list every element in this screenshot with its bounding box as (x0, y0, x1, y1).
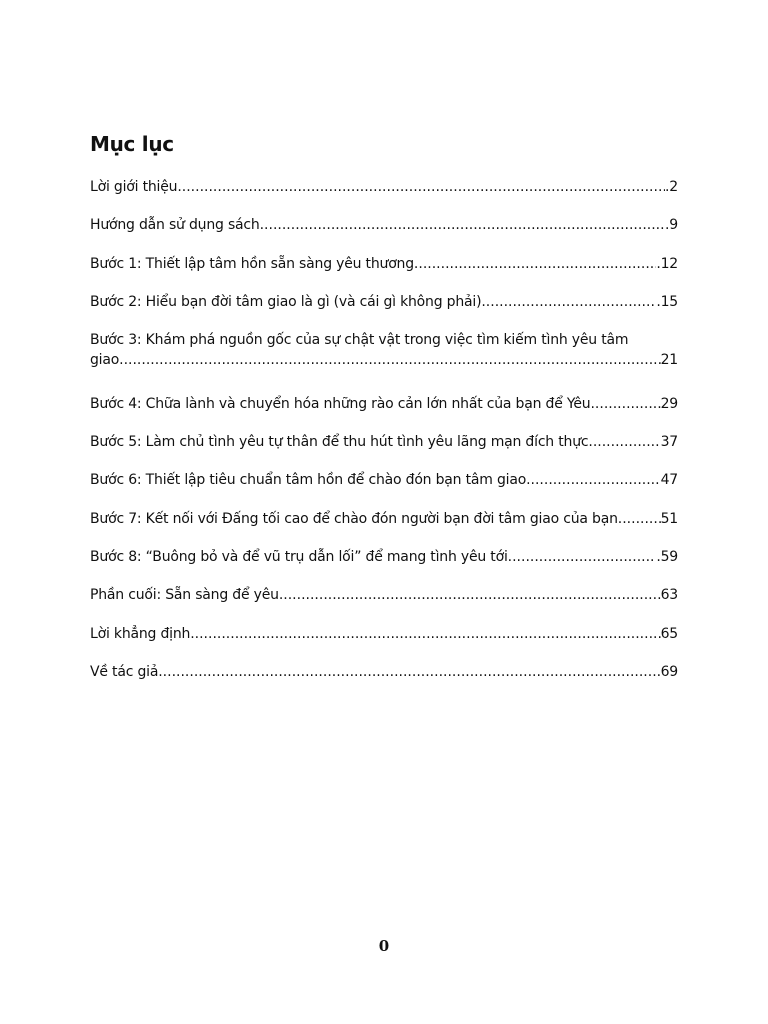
toc-entry-label: Bước 1: Thiết lập tâm hồn sẵn sàng yêu thương (90, 256, 414, 272)
toc-entry (90, 662, 678, 682)
toc-entry-label: Bước 6: Thiết lập tiêu chuẩn tâm hồn để chào đón bạn tâm giao (90, 472, 527, 488)
toc-entry-label: Về tác giả (90, 664, 159, 680)
dot-leader (260, 215, 665, 235)
toc-entry-page: 47 (660, 472, 678, 488)
dot-leader (508, 547, 657, 567)
toc-entry (90, 394, 678, 414)
toc-entry-page: 51 (660, 511, 678, 527)
toc-entry-label: Bước 5: Làm chủ tình yêu tự thân để thu hút tình yêu lãng mạn đích thực (90, 434, 589, 450)
toc-entry-page: 65 (660, 626, 678, 642)
toc-entry-page: .15 (656, 294, 678, 310)
toc-entry-label: Bước 7: Kết nối với Đấng tối cao để chào đón người bạn đời tâm giao của bạn (90, 511, 618, 527)
toc-entry-page: .59 (656, 549, 678, 565)
toc-entry-page: 37 (660, 434, 678, 450)
toc-entry (90, 330, 678, 370)
toc-entry-label: Lời giới thiệu (90, 179, 178, 195)
toc-entry-page: .9 (665, 217, 678, 233)
toc-entry-label: Bước 3: Khám phá nguồn gốc của sự chật vật trong việc tìm kiếm tình yêu tâm (90, 332, 629, 348)
toc-entry-label: Hướng dẫn sử dụng sách (90, 217, 260, 233)
toc-entry-label: Bước 2: Hiểu bạn đời tâm giao là gì (và cái gì không phải) (90, 294, 482, 310)
toc-entry-page: .2 (665, 179, 678, 195)
dot-leader (177, 177, 665, 197)
toc-entry-page: 63 (660, 587, 678, 603)
toc-entry (90, 292, 678, 312)
dot-leader (119, 350, 660, 370)
page-number: 0 (378, 937, 390, 955)
dot-leader (590, 394, 660, 414)
toc-entry-page: 69 (660, 664, 678, 680)
toc-entry-label: Lời khẳng định (90, 626, 191, 642)
toc-entry (90, 585, 678, 605)
toc-entry (90, 509, 678, 529)
toc-title: Mục lục (90, 132, 174, 156)
toc-entry-page: 29 (660, 396, 678, 412)
dot-leader (618, 509, 661, 529)
toc-entry-label-continued: giao (90, 352, 120, 368)
toc-entry (90, 254, 678, 274)
toc-entry (90, 215, 678, 235)
toc-entry (90, 470, 678, 490)
toc-entry (90, 432, 678, 452)
toc-entry-label: Phần cuối: Sẵn sàng để yêu (90, 587, 279, 603)
toc-entry (90, 177, 678, 197)
toc-entry (90, 547, 678, 567)
toc-entry-page: .12 (656, 256, 678, 272)
dot-leader (481, 292, 656, 312)
dot-leader (158, 662, 660, 682)
dot-leader (526, 470, 661, 490)
dot-leader (588, 432, 660, 452)
toc-entry-label: Bước 4: Chữa lành và chuyển hóa những rào cản lớn nhất của bạn để Yêu (90, 396, 591, 412)
toc-entry-page: 21 (660, 352, 678, 368)
dot-leader (190, 624, 660, 644)
dot-leader (279, 585, 661, 605)
toc-entry (90, 624, 678, 644)
toc-entry-label: Bước 8: “Buông bỏ và để vũ trụ dẫn lối” để mang tình yêu tới (90, 549, 508, 565)
dot-leader (414, 254, 656, 274)
